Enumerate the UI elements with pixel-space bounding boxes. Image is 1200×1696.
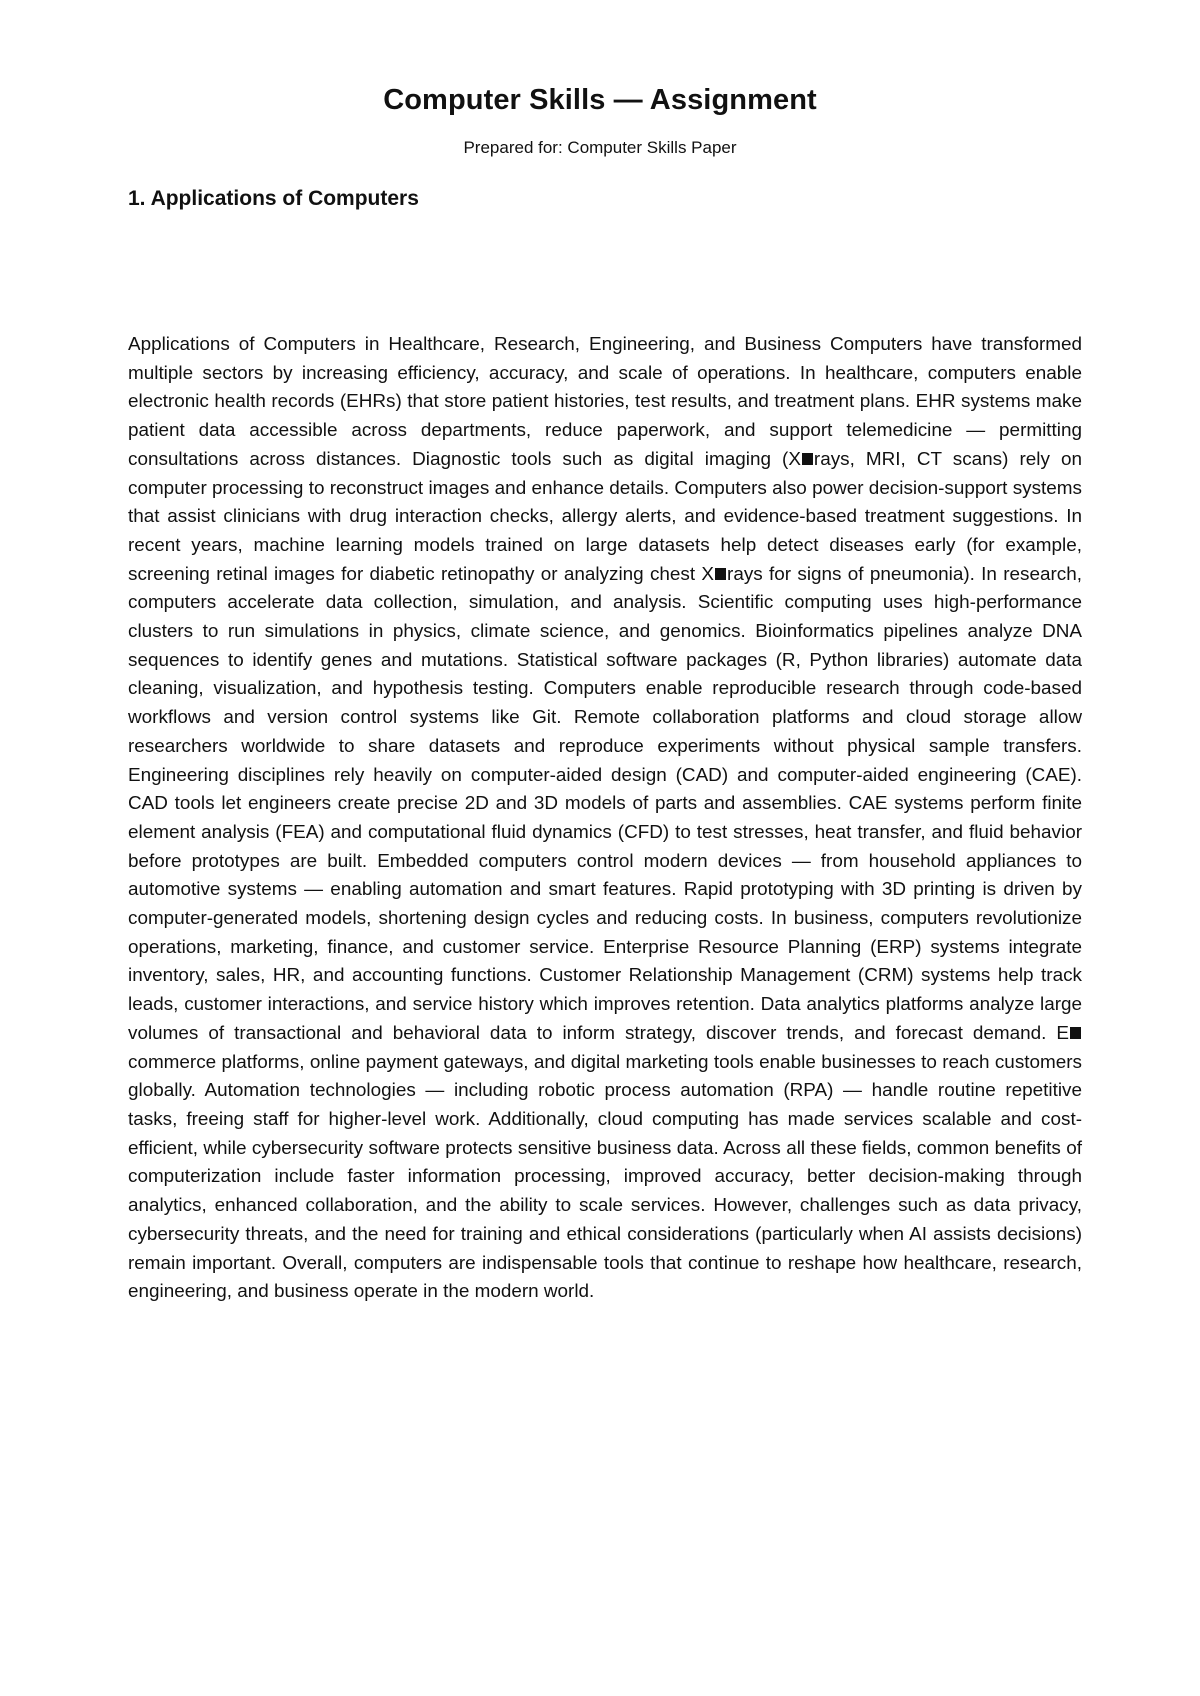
body-text-segment: commerce platforms, online payment gateways, and digital marketing tools enable businesses to reach customers globally. Automation technologies — including robotic process automation (RPA) — handle routine repetitive tasks, freeing staff for higher-level work. Additionally, cloud computing has made services scalable and cost-efficient, while cybersecurity software protects sensitive business data. Across all these fields, common benefits of computerization include faster information processing, improved accuracy, better decision-making through analytics, enhanced collaboration, and the ability to scale services. However, challenges such as data privacy, cybersecurity threats, and the need for training and ethical considerations (particularly when AI assists decisions) remain important. Overall, computers are indispensable tools that continue to reshape how healthcare, research, engineering, and business operate in the modern world. [128, 1051, 1082, 1303]
body-text-segment: Applications of Computers in Healthcare, Research, Engineering, and Business Computers have transformed multiple sectors by increasing efficiency, accuracy, and scale of operations. In healthcare, computers enable electronic health records (EHRs) that store patient histories, test results, and treatment plans. EHR systems make patient data accessible across departments, reduce paperwork, and support telemedicine — permitting consultations across distances. Diagnostic tools such as digital imaging (X [128, 334, 1082, 470]
section-body [128, 331, 1082, 1307]
document-subtitle: Prepared for: Computer Skills Paper [463, 138, 737, 157]
missing-glyph-icon [715, 568, 726, 580]
missing-glyph-icon [802, 453, 813, 465]
section-heading: 1. Applications of Computers [128, 187, 419, 210]
missing-glyph-icon [1070, 1027, 1081, 1039]
body-text-segment: rays, MRI, CT scans) rely on computer processing to reconstruct images and enhance details. Computers also power decision-support systems that assist clinicians with drug interaction checks, allergy alerts, and evidence-based treatment suggestions. In recent years, machine learning models trained on large datasets help detect diseases early (for example, screening retinal images for diabetic retinopathy or analyzing chest X [128, 448, 1082, 585]
page-title: Computer Skills — Assignment [383, 84, 817, 116]
body-text-segment: rays for signs of pneumonia). In research, computers accelerate data collection, simulation, and analysis. Scientific computing uses high-performance clusters to run simulations in physics, climate science, and genomics. Bioinformatics pipelines analyze DNA sequences to identify genes and mutations. Statistical software packages (R, Python libraries) automate data cleaning, visualization, and hypothesis testing. Computers enable reproducible research through code-based workflows and version control systems like Git. Remote collaboration platforms and cloud storage allow researchers worldwide to share datasets and reproduce experiments without physical sample transfers. Engineering disciplines rely heavily on computer-aided design (CAD) and computer-aided engineering (CAE). CAD tools let engineers create precise 2D and 3D models of parts and assemblies. CAE systems perform finite element analysis (FEA) and computational fluid dynamics (CFD) to test stresses, heat transfer, and fluid behavior before prototypes are built. Embedded computers control modern devices — from household appliances to automotive systems — enabling automation and smart features. Rapid prototyping with 3D printing is driven by computer-generated models, shortening design cycles and reducing costs. In business, computers revolutionize operations, marketing, finance, and customer service. Enterprise Resource Planning (ERP) systems integrate inventory, sales, HR, and accounting functions. Customer Relationship Management (CRM) systems help track leads, customer interactions, and service history which improves retention. Data analytics platforms analyze large volumes of transactional and behavioral data to inform strategy, discover trends, and forecast demand. E [128, 563, 1082, 1044]
